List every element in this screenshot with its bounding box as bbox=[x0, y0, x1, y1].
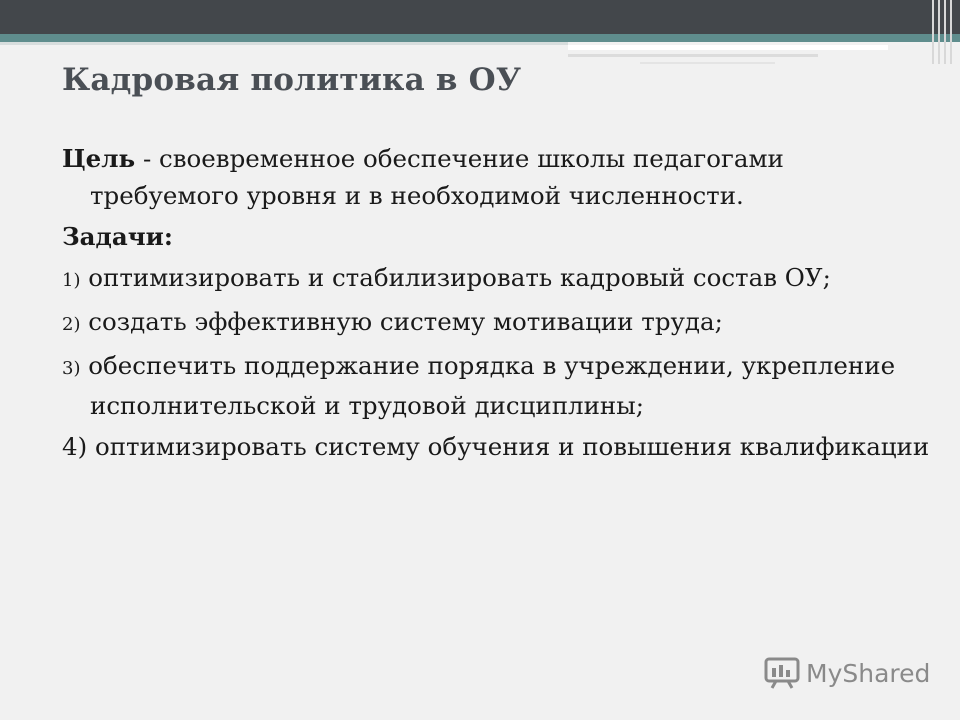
task-item bbox=[62, 303, 932, 343]
task-item bbox=[62, 347, 932, 424]
decor-stripe bbox=[0, 42, 568, 45]
goal-text: - своевременное обеспечение школы педагогами требуемого уровня и в необходимой численности. bbox=[90, 144, 784, 210]
decor-stripe bbox=[568, 54, 818, 57]
task-text: обеспечить поддержание порядка в учреждении, укрепление исполнительской и трудовой дисциплины; bbox=[80, 351, 896, 420]
task-text: создать эффективную систему мотивации труда; bbox=[80, 307, 723, 336]
watermark-text: MyShared bbox=[806, 658, 931, 688]
tasks-heading: Задачи: bbox=[62, 222, 173, 251]
watermark bbox=[764, 656, 930, 690]
header-accent-bar bbox=[0, 34, 960, 42]
slide-body bbox=[62, 140, 932, 469]
task-number: 1) bbox=[62, 270, 81, 291]
task-number: 4) bbox=[62, 432, 88, 461]
myshared-logo-icon bbox=[764, 656, 800, 690]
task-text: оптимизировать и стабилизировать кадровый состав ОУ; bbox=[80, 263, 831, 292]
goal-paragraph bbox=[62, 140, 932, 214]
task-text: оптимизировать систему обучения и повышения квалификации bbox=[87, 432, 930, 461]
decor-stripe bbox=[640, 62, 775, 64]
slide-title: Кадровая политика в ОУ bbox=[62, 62, 522, 98]
decor-vertical-lines bbox=[932, 0, 954, 64]
task-number: 2) bbox=[62, 314, 81, 335]
goal-label: Цель bbox=[62, 144, 136, 173]
task-number: 3) bbox=[62, 358, 81, 379]
task-item bbox=[62, 259, 932, 299]
header-bar bbox=[0, 0, 960, 34]
decor-stripe bbox=[568, 45, 888, 50]
task-item bbox=[62, 428, 932, 465]
